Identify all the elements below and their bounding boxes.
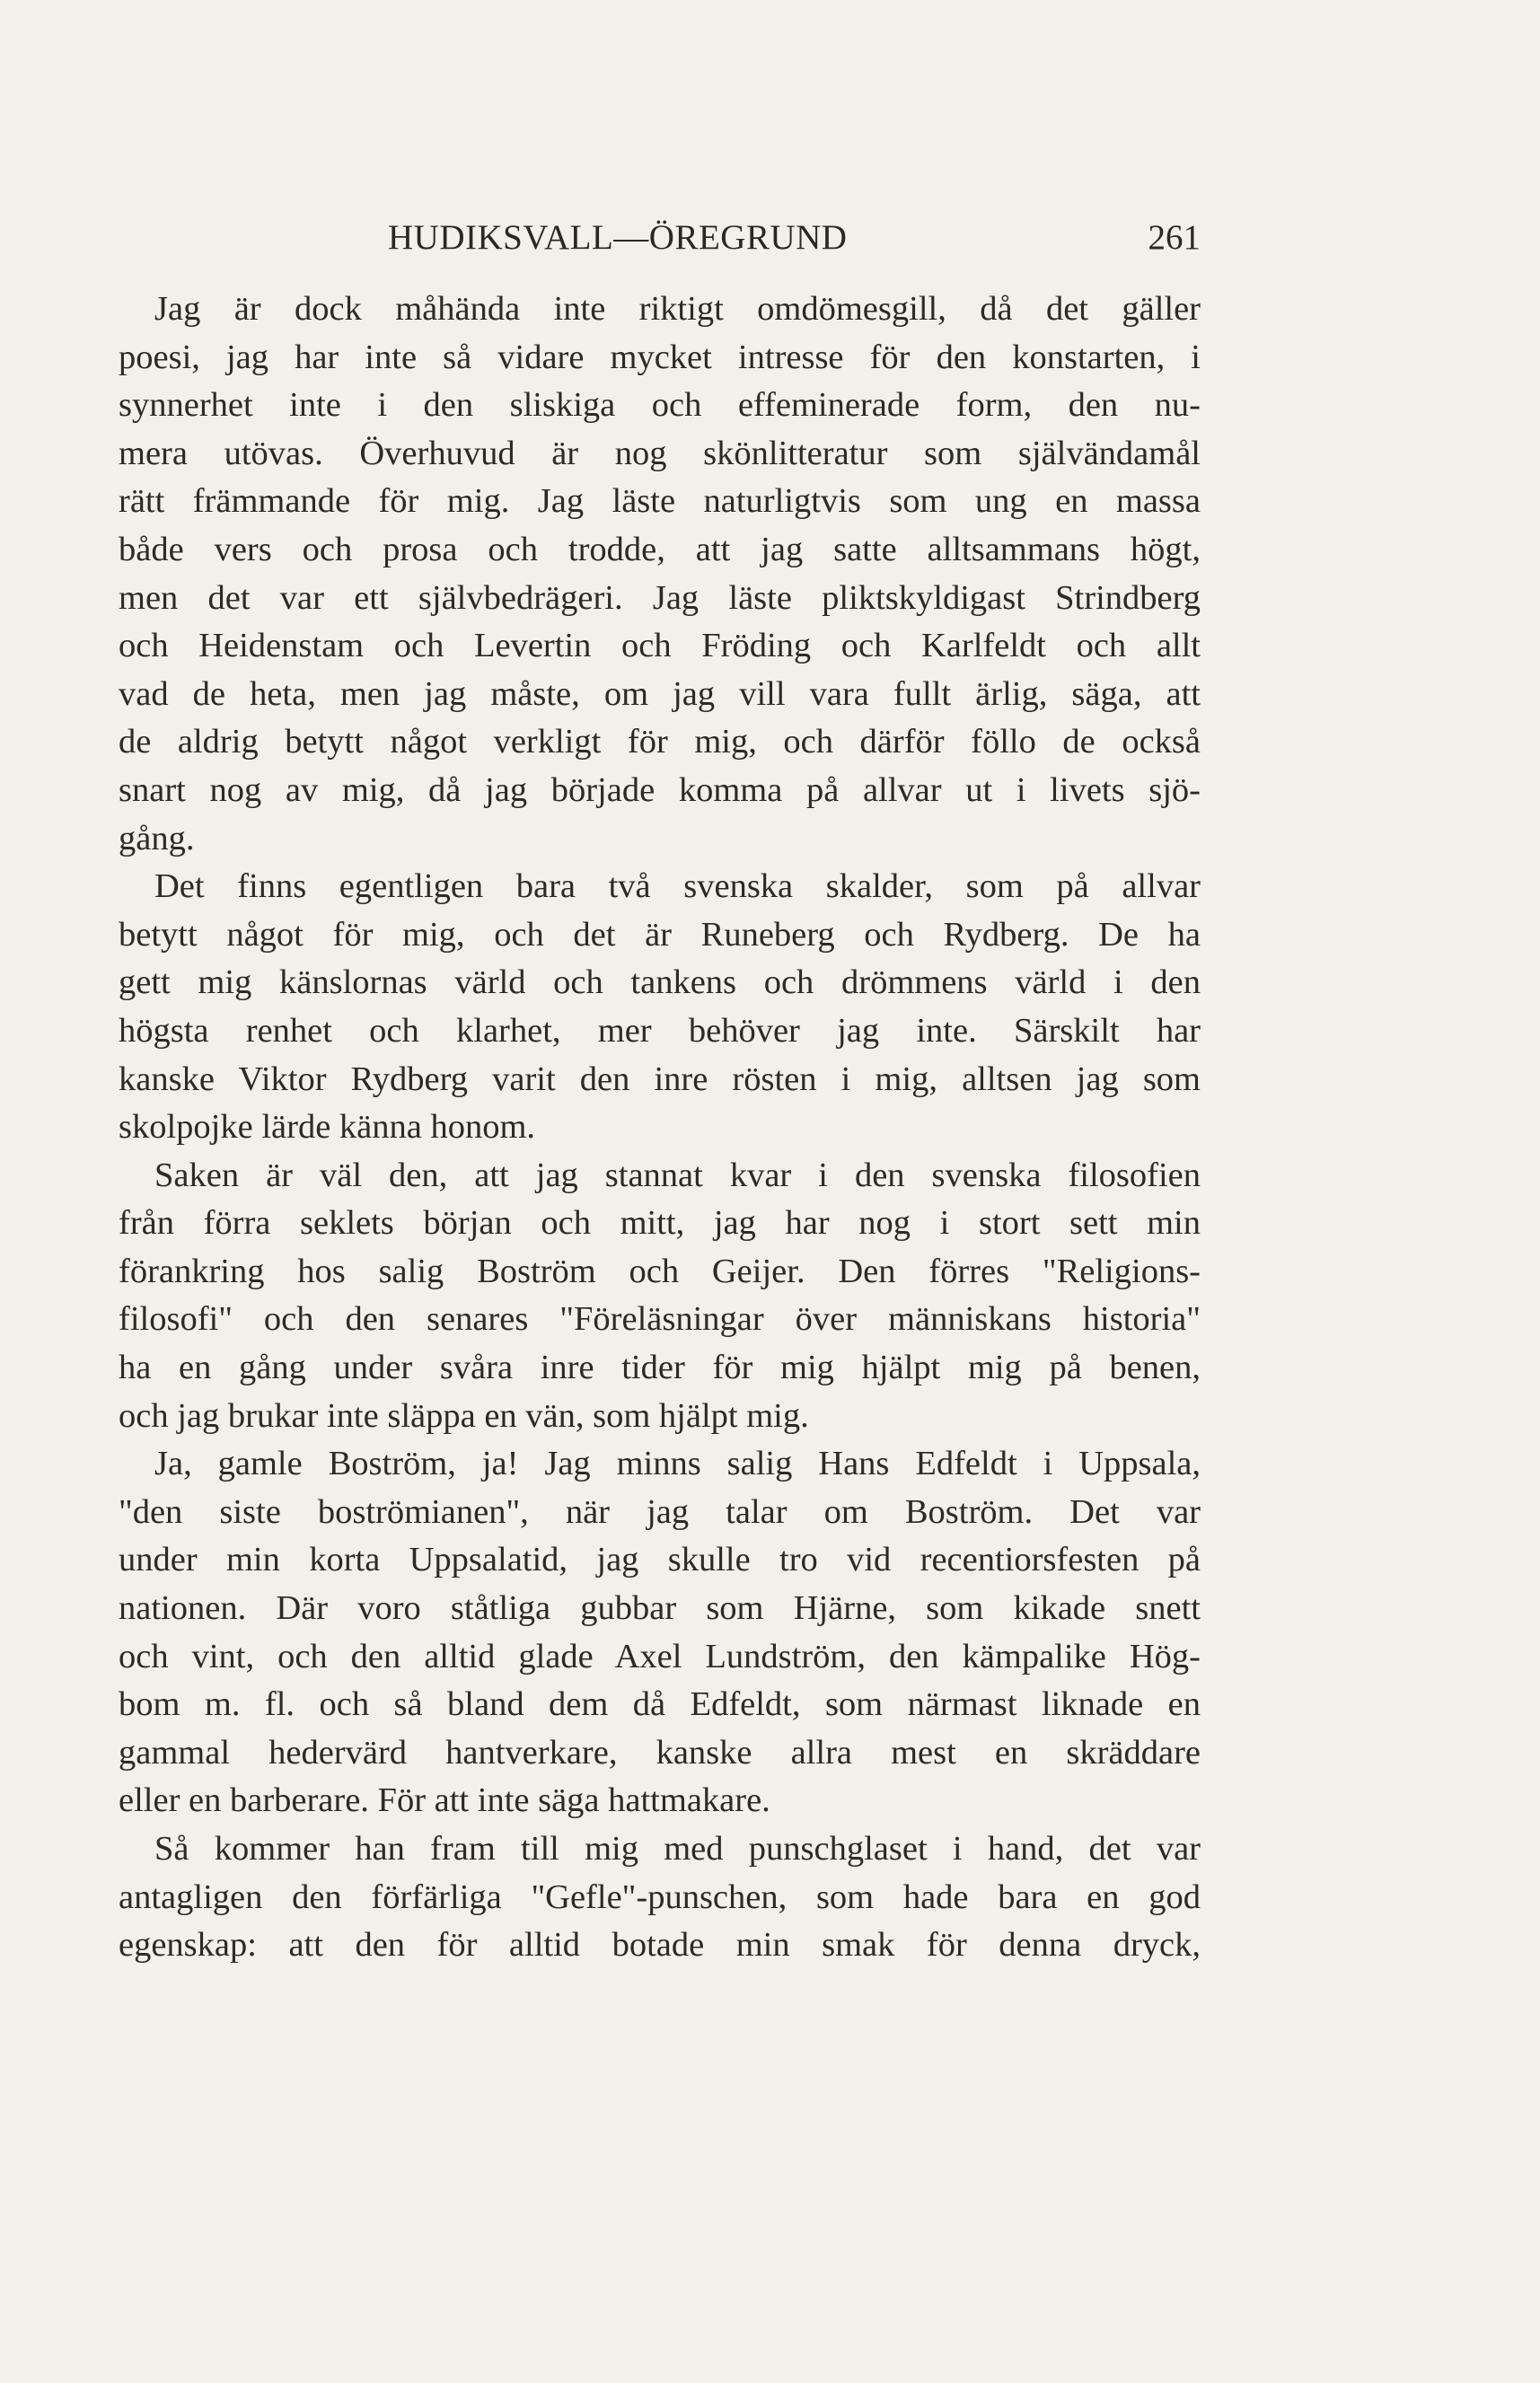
text-line: de aldrig betytt något verkligt för mig, och därför föllo de också — [119, 723, 1201, 761]
text-line: Ja, gamle Boström, ja! Jag minns salig Hans Edfeldt i Uppsala, — [154, 1445, 1201, 1483]
text-line: vad de heta, men jag måste, om jag vill vara fullt ärlig, säga, att — [119, 674, 1201, 713]
text-line: synnerhet inte i den sliskiga och effeminerade form, den nu- — [119, 386, 1201, 425]
text-line: och Heidenstam och Levertin och Fröding och Karlfeldt och allt — [119, 627, 1201, 665]
text-line: betytt något för mig, och det är Runeberg och Rydberg. De ha — [119, 915, 1201, 954]
text-line: och vint, och den alltid glade Axel Lundström, den kämpalike Hög- — [119, 1637, 1201, 1675]
text-line: både vers och prosa och trodde, att jag satte alltsammans högt, — [119, 530, 1201, 568]
text-line: gett mig känslornas värld och tankens och drömmens värld i den — [119, 963, 1201, 1002]
text-line: kanske Viktor Rydberg varit den inre rösten i mig, alltsen jag som — [119, 1060, 1201, 1098]
text-line: snart nog av mig, då jag började komma på allvar ut i livets sjö- — [119, 770, 1201, 809]
text-line: ha en gång under svåra inre tider för mig hjälpt mig på benen, — [119, 1349, 1201, 1387]
text-line: högsta renhet och klarhet, mer behöver jag inte. Särskilt har — [119, 1011, 1201, 1050]
page-number: 261 — [1148, 218, 1201, 257]
text-line: och jag brukar inte släppa en vän, som hjälpt mig. — [119, 1396, 809, 1435]
text-line: förankring hos salig Boström och Geijer. Den förres "Religions- — [119, 1252, 1201, 1290]
running-title: HUDIKSVALL—ÖREGRUND — [388, 218, 848, 257]
text-line: gång. — [119, 819, 195, 857]
text-line: antagligen den förfärliga "Gefle"-punschen, som hade bara en god — [119, 1877, 1201, 1916]
text-line: men det var ett självbedrägeri. Jag läste pliktskyldigast Strindberg — [119, 578, 1201, 617]
text-line: Jag är dock måhända inte riktigt omdömesgill, då det gäller — [154, 290, 1201, 328]
text-line: från förra seklets början och mitt, jag har nog i stort sett min — [119, 1204, 1201, 1243]
text-line: Saken är väl den, att jag stannat kvar i den svenska filosofien — [154, 1156, 1201, 1194]
text-line: Det finns egentligen bara två svenska skalder, som på allvar — [154, 867, 1201, 906]
text-line: filosofi" och den senares "Föreläsningar över människans historia" — [119, 1300, 1201, 1339]
running-header — [119, 217, 1201, 271]
text-line: eller en barberare. För att inte säga hattmakare. — [119, 1781, 770, 1820]
text-line: under min korta Uppsalatid, jag skulle tro vid recentiorsfesten på — [119, 1541, 1201, 1579]
text-line: skolpojke lärde känna honom. — [119, 1108, 536, 1147]
text-line: gammal hedervärd hantverkare, kanske allra mest en skräddare — [119, 1733, 1201, 1772]
body-text — [119, 286, 1201, 1970]
text-line: rätt främmande för mig. Jag läste naturligtvis som ung en massa — [119, 482, 1201, 521]
text-line: mera utövas. Överhuvud är nog skönlitteratur som självändamål — [119, 434, 1201, 472]
text-line: egenskap: att den för alltid botade min smak för denna dryck, — [119, 1926, 1201, 1965]
text-line: Så kommer han fram till mig med punschglaset i hand, det var — [154, 1830, 1201, 1868]
text-line: bom m. fl. och så bland dem då Edfeldt, som närmast liknade en — [119, 1685, 1201, 1724]
text-line: nationen. Där voro ståtliga gubbar som Hjärne, som kikade snett — [119, 1589, 1201, 1628]
text-line: "den siste boströmianen", när jag talar om Boström. Det var — [119, 1492, 1201, 1531]
text-line: poesi, jag har inte så vidare mycket intresse för den konstarten, i — [119, 338, 1201, 376]
